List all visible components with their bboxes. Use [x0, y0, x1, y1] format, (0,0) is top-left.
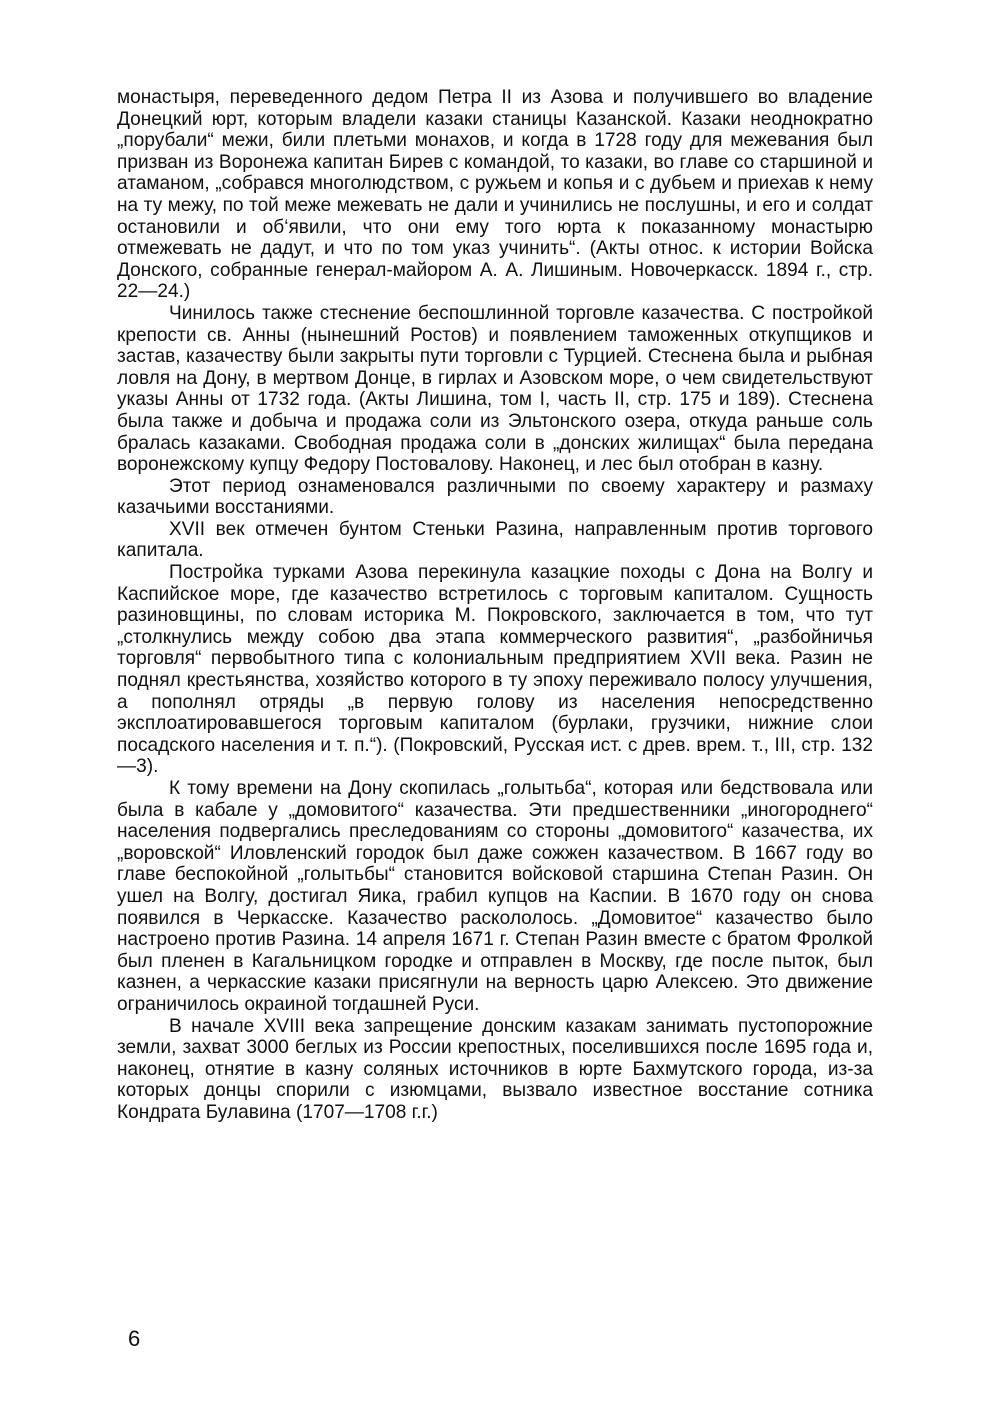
page-body: [117, 87, 873, 1124]
page-number: 6: [128, 1326, 141, 1351]
paragraph-5: Постройка турками Азова перекинула казацкие походы с Дона на Волгу и Каспийское море, где казачество встретилось с торговым капиталом. Сущность разиновщины, по словам историка М. Покровского, заключается в том, что тут „столкнулись между собою два этапа коммерческого развития“, „разбойничья торговля“ первобытного типа с колониальным предприятием XVII века. Разин не поднял крестьянства, хозяйство которого в ту эпоху переживало полосу улучшения, а пополнял отряды „в первую голову из населения непосредственно эксплоатировавшегося торговым капиталом (бурлаки, грузчики, нижние слои посадского населения и т. п.“). (Покровский, Русская ист. с древ. врем. т., III, стр. 132—3).: [117, 562, 873, 778]
paragraph-4: XVII век отмечен бунтом Стеньки Разина, направленным против торгового капитала.: [117, 518, 873, 562]
paragraph-7: В начале XVIII века запрещение донским казакам занимать пустопорожние земли, захват 3000 беглых из России крепостных, поселившихся после 1695 года и, наконец, отнятие в казну соляных источников в юрте Бахмутского города, из-за которых донцы спорили с изюмцами, вызвало известное восстание сотника Кондрата Булавина (1707—1708 г.г.): [117, 1015, 873, 1123]
paragraph-3: Этот период ознаменовался различными по своему характеру и размаху казачьими восстаниями.: [117, 475, 873, 519]
paragraph-6: К тому времени на Дону скопилась „голытьба“, которая или бедствовала или была в кабале у „домовитого“ казачества. Эти предшественники „иногороднего“ населения подвергались преследованиям со стороны „домовитого“ казачества, их „воровской“ Иловленский городок был даже сожжен казачеством. В 1667 году во главе беспокойной „голытьбы“ становится войсковой старшина Степан Разин. Он ушел на Волгу, достигал Яика, грабил купцов на Каспии. В 1670 году он снова появился в Черкасске. Казачество раскололось. „Домовитое“ казачество было настроено против Разина. 14 апреля 1671 г. Степан Разин вместе с братом Фролкой был пленен в Кагальницком городке и отправлен в Москву, где после пыток, был казнен, а черкасские казаки присягнули на верность царю Алексею. Это движение ограничилось окраиной тогдашней Руси.: [117, 778, 873, 1015]
paragraph-2: Чинилось также стеснение беспошлинной торговле казачества. С постройкой крепости св. Анны (нынешний Ростов) и появлением таможенных откупщиков и застав, казачеству были закрыты пути торговли с Турцией. Стеснена была и рыбная ловля на Дону, в мертвом Донце, в гирлах и Азовском море, о чем свидетельствуют указы Анны от 1732 года. (Акты Лишина, том I, часть II, стр. 175 и 189). Стеснена была также и добыча и продажа соли из Эльтонского озера, откуда раньше соль бралась казаками. Свободная продажа соли в „донских жилищах“ была передана воронежскому купцу Федору Постовалову. Наконец, и лес был отобран в казну.: [117, 302, 873, 476]
paragraph-1: монастыря, переведенного дедом Петра II из Азова и получившего во владение Донецкий юрт, которым владели казаки станицы Казанской. Казаки неоднократно „порубали“ межи, били плетьми монахов, и когда в 1728 году для межевания был призван из Воронежа капитан Бирев с командой, то казаки, во главе со старшиной и атаманом, „собрався многолюдством, с ружьем и копья и с дубьем и приехав к нему на ту межу, по той меже межевать не дали и учинились не послушны, и его и солдат остановили и об‘явили, что они ему того юрта к показанному монастырю отмежевать не дадут, и что по том указ учинить“. (Акты относ. к истории Войска Донского, собранные генерал-майором А. А. Лишиным. Новочеркасск. 1894 г., стр. 22—24.): [117, 87, 873, 303]
